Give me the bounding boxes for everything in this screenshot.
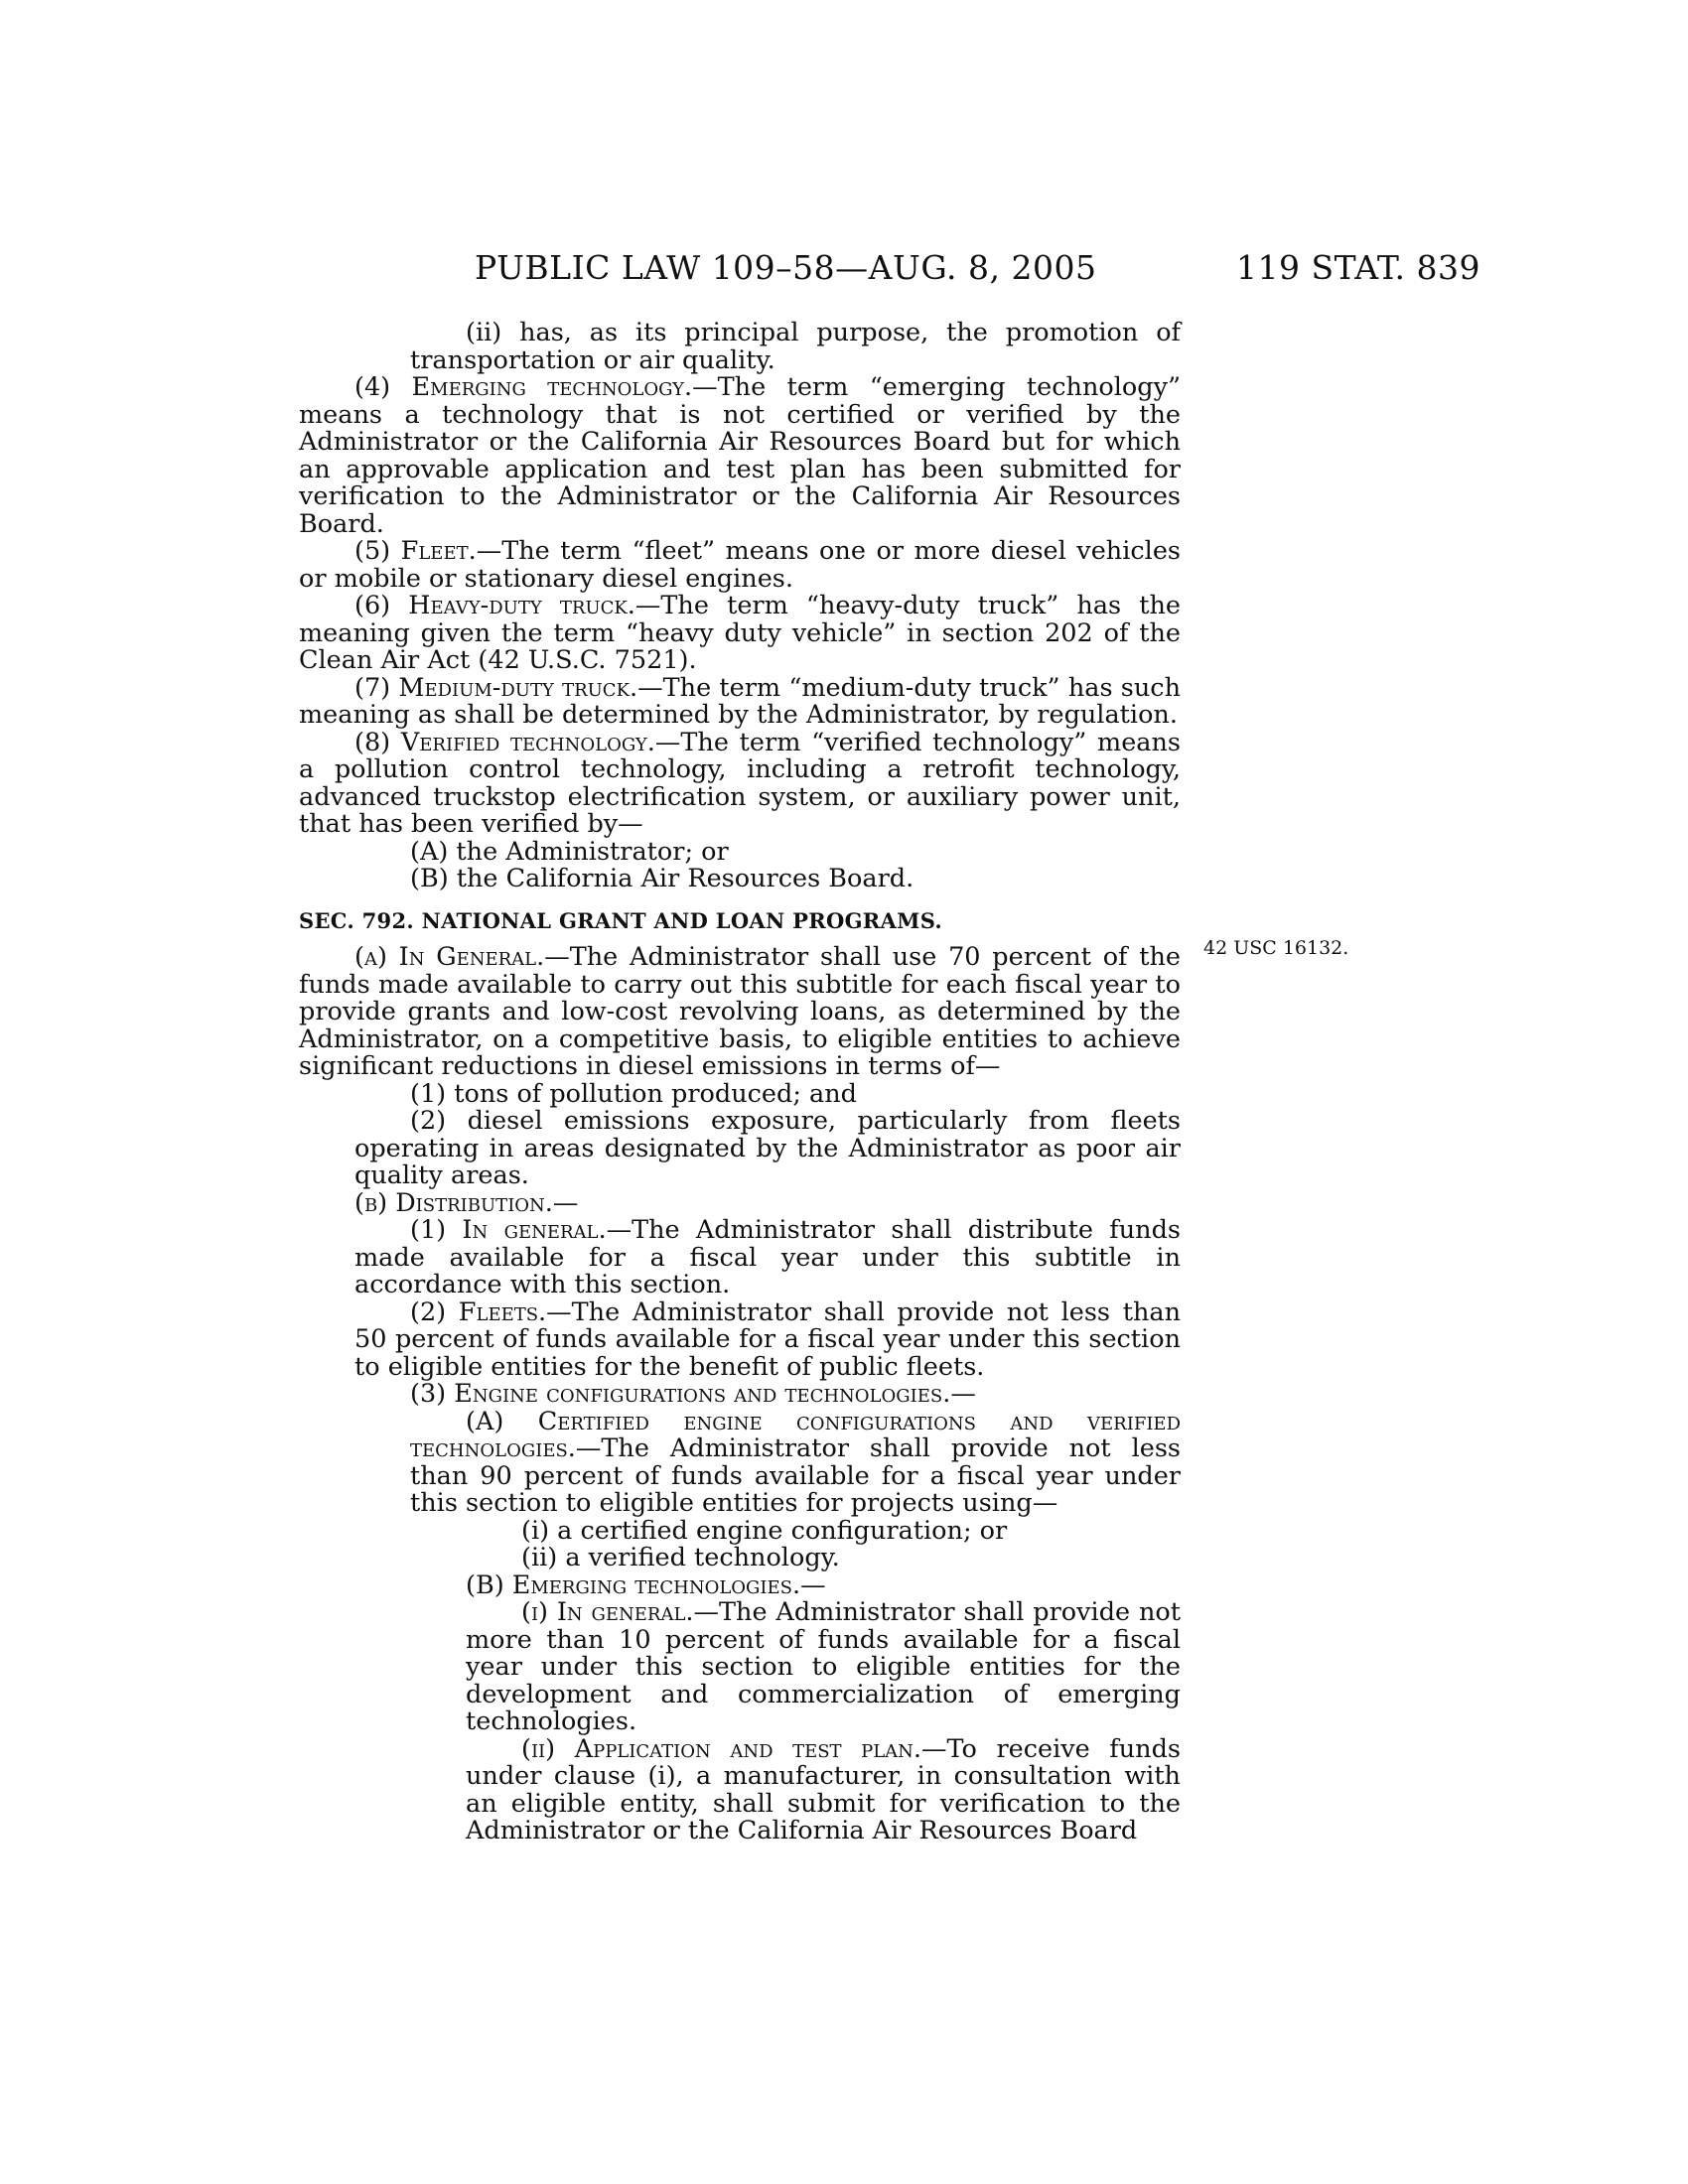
paragraph-label: (7) Medium-duty truck. <box>354 672 638 703</box>
paragraph-text: —The term “fleet” means one or more diesel vehicles or mobile or stationary diesel engines. <box>299 536 1182 594</box>
paragraph <box>299 944 1181 1081</box>
paragraph-text: —The term “heavy-duty truck” has the meaning given the term “heavy duty vehicle” in section 202 of the Clean Air Act (42 U.S.C. 7521). <box>299 591 1181 675</box>
paragraph-label: (3) Engine configurations and technologies. <box>410 1379 951 1409</box>
margin-citation: 42 USC 16132. <box>1203 937 1349 959</box>
paragraph-label: (B) Emerging technologies. <box>466 1570 801 1600</box>
paragraph-text: —To receive funds under clause (i), a manufacturer, in consultation with an eligible entity, shall submit for verification to the Administrator or the California Air Resources Board <box>466 1733 1181 1845</box>
paragraph-text: —The Administrator shall provide not less than 50 percent of funds available for a fiscal year under this section to eligible entities for the benefit of public fleets. <box>354 1297 1181 1382</box>
paragraph <box>299 374 1181 538</box>
paragraph-text: (i) a certified engine configuration; or <box>521 1515 1008 1546</box>
paragraph-text: —The term “medium-duty truck” has such meaning as shall be determined by the Administrator, by regulation. <box>299 672 1181 730</box>
paragraph-text: (ii) has, as its principal purpose, the promotion of transportation or air quality. <box>410 318 1181 375</box>
paragraph <box>299 1299 1181 1382</box>
paragraph-text: (ii) a verified technology. <box>521 1543 840 1572</box>
paragraph <box>299 1217 1181 1299</box>
running-header-title: PUBLIC LAW 109–58—AUG. 8, 2005 <box>475 248 1097 287</box>
paragraph <box>299 1733 1181 1845</box>
paragraph-label: (a) In General. <box>354 942 545 972</box>
paragraph <box>299 672 1181 730</box>
paragraph-text: (B) the California Air Resources Board. <box>410 864 914 893</box>
paragraph-label: (2) Fleets. <box>410 1297 547 1327</box>
page-number: 119 STAT. 839 <box>1236 248 1480 287</box>
paragraph-text: SEC. 792. NATIONAL GRANT AND LOAN PROGRAMS. <box>299 907 943 933</box>
paragraph-label: (6) Heavy-duty truck. <box>354 591 635 620</box>
paragraph-label: (8) Verified technology. <box>354 727 655 757</box>
paragraph-label: (b) Distribution. <box>354 1187 553 1218</box>
paragraph-label: (i) In general. <box>521 1597 694 1627</box>
section-heading <box>299 907 1181 935</box>
paragraph <box>299 1108 1181 1190</box>
paragraph-text: — <box>800 1570 826 1600</box>
paragraph <box>299 593 1181 675</box>
paragraph <box>299 836 1181 867</box>
paragraph-label: (4) Emerging technology. <box>354 372 693 402</box>
paragraph-text: —The Administrator shall distribute funds made available for a fiscal year under this subtitle in accordance with this section. <box>354 1215 1181 1299</box>
paragraph-text: —The Administrator shall provide not more than 10 percent of funds available for a fiscal year under this section to eligible entities for the development and commercialization of emerging technologies. <box>466 1597 1181 1736</box>
paragraph-text: —The Administrator shall provide not less than 90 percent of funds available for a fiscal year under this section to eligible entities for projects using— <box>410 1433 1181 1518</box>
paragraph <box>299 1187 1181 1218</box>
paragraph-text: (2) diesel emissions exposure, particularly from fleets operating in areas designated by the Administrator as poor air quality areas. <box>354 1106 1181 1190</box>
paragraph <box>299 320 1181 374</box>
paragraph-label: (5) Fleet. <box>354 536 477 566</box>
paragraph-text: —The term “verified technology” means a pollution control technology, including a retrofit technology, advanced truckstop electrification system, or auxiliary power unit, that has been verified by— <box>299 727 1182 839</box>
paragraph <box>299 1599 1181 1736</box>
paragraph <box>299 1572 1181 1600</box>
paragraph <box>299 866 1181 893</box>
paragraph-text: —The Administrator shall use 70 percent of the funds made available to carry out this subtitle for each fiscal year to provide grants and low-cost revolving loans, as determined by the Administrator, on a competitive basis, to eligible entities to achieve significant reductions in diesel emissions in terms of— <box>299 942 1181 1081</box>
paragraph <box>299 538 1181 593</box>
paragraph <box>299 1381 1181 1409</box>
paragraph <box>299 1545 1181 1572</box>
paragraph-text: —The term “emerging technology” means a technology that is not certified or verified by the Administrator or the California Air Resources Board but for which an approvable application and test plan has been submitted for verification to the Administrator or the California Air Resources Board. <box>299 372 1182 539</box>
paragraph <box>299 1515 1181 1546</box>
paragraph <box>299 1406 1181 1518</box>
paragraph <box>299 727 1182 839</box>
paragraph-label: (A) Certified engine configurations and verified technologies. <box>410 1406 1181 1463</box>
paragraph-text: (A) the Administrator; or <box>410 836 729 867</box>
paragraph-text: — <box>950 1379 976 1409</box>
paragraph-text: — <box>552 1187 579 1218</box>
paragraph <box>299 1078 1181 1109</box>
statute-text <box>299 320 1181 1845</box>
paragraph-label: (ii) Application and test plan. <box>521 1733 922 1764</box>
paragraph-text: (1) tons of pollution produced; and <box>410 1078 857 1109</box>
paragraph-label: (1) In general. <box>410 1215 607 1245</box>
